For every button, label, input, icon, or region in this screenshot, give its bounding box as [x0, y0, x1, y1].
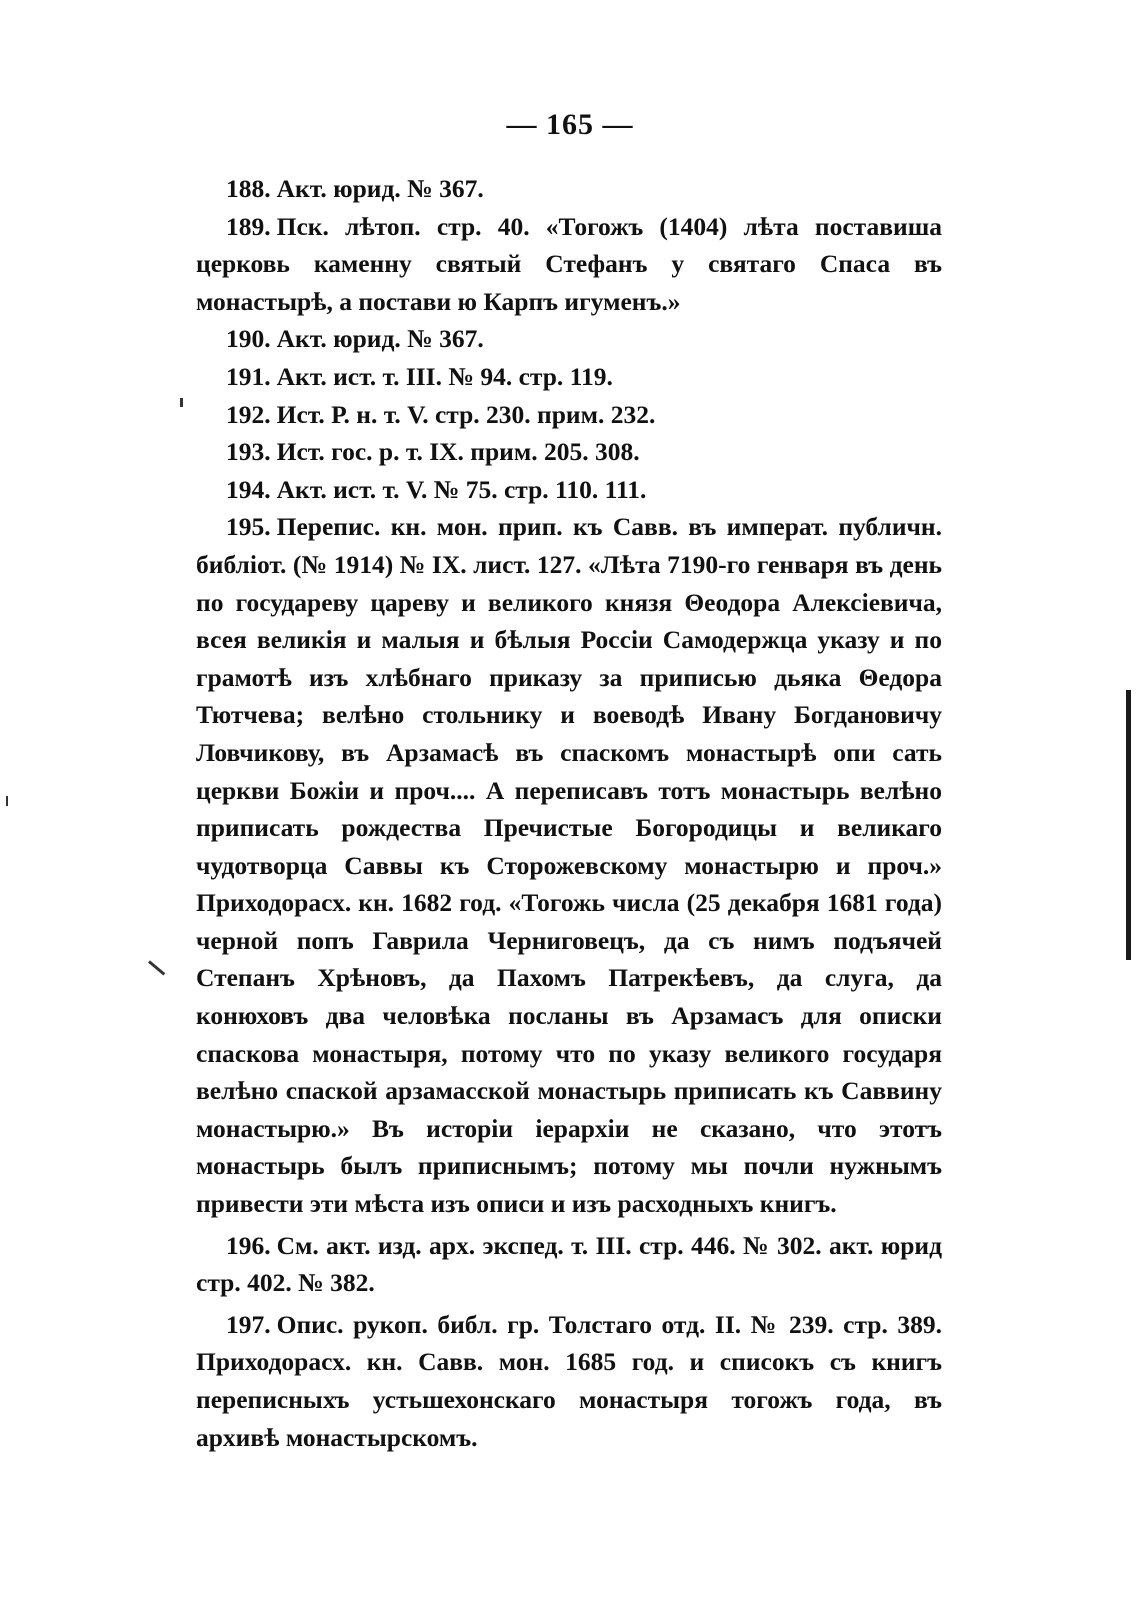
footnote-196	[196, 1227, 942, 1302]
footnote-text: Ист. гос. р. т. IX. прим. 205. 308.	[276, 437, 640, 467]
footnote-194	[196, 471, 942, 509]
footnote-number: 192.	[226, 399, 271, 429]
footnote-text: Опис. рукоп. библ. гр. Толстаго отд. II. № 239. стр. 389. Приходорасх. кн. Савв. мон. 1685 год. и списокъ съ книгъ переписныхъ устьшехонскаго монастыря тогожъ года, въ архивѣ монастырскомъ.	[196, 1309, 942, 1452]
footnote-190	[196, 320, 942, 358]
footnote-number: 191.	[226, 361, 271, 391]
footnote-text: Пск. лѣтоп. стр. 40. «Тогожъ (1404) лѣта поставиша церковь каменну святый Стефанъ у святаго Спаса въ монастырѣ, а постави ю Карпъ игуменъ.»	[196, 211, 942, 316]
footnote-number: 188.	[226, 174, 271, 203]
footnote-text: Акт. ист. т. III. № 94. стр. 119.	[276, 361, 613, 391]
footnote-text: См. акт. изд. арх. экспед. т. III. стр. 446. № 302. акт. юрид стр. 402. № 382.	[196, 1230, 942, 1298]
footnote-text: Акт. ист. т. V. № 75. стр. 110. 111.	[276, 474, 647, 504]
footnote-193	[196, 433, 942, 471]
footnote-number: 196.	[226, 1230, 271, 1260]
footnote-number: 189.	[226, 211, 271, 241]
footnote-number: 197.	[226, 1309, 271, 1339]
footnote-text: Перепис. кн. мон. прип. къ Савв. въ императ. публичн. библіот. (№ 1914) № IX. лист. 127. «Лѣта 7190-го генваря въ день по государеву цареву и великого князя Θеодора Алексіевича, всея великія и малыя и бѣлыя Россіи Самодержца указу и по грамотѣ изъ хлѣбнаго приказу за приписью дьяка Θедора Тютчева; велѣно стольнику и воеводѣ Ивану Богдановичу Ловчикову, въ Арзамасѣ въ спаскомъ монастырѣ опи сать церкви Божіи и проч.... А переписавъ тотъ монастырь велѣно приписать рождества Пречистые Богородицы и великаго чудотворца Саввы къ Сторожевскому монастырю и проч.» Приходорасх. кн. 1682 год. «Тогожь числа (25 декабря 1681 года) черной попъ Гаврила Черниговецъ, да съ нимъ подъячей Степанъ Хрѣновъ, да Пахомъ Патрекѣевъ, да слуга, да конюховъ два человѣка посланы въ Арзамасъ для описки спаскова монастыря, потому что по указу великого государя велѣно спаской арзамасской монастырь приписать къ Саввину монастырю.» Въ исторіи іерархіи не сказано, что этотъ монастырь былъ приписнымъ; потому мы почли нужнымъ привести эти мѣста изъ описи и изъ расходныхъ книгъ.	[196, 512, 942, 1219]
scan-speck	[148, 960, 165, 975]
footnote-197	[196, 1306, 942, 1456]
footnote-number: 190.	[226, 324, 271, 354]
scan-speck	[180, 398, 183, 407]
footnote-191	[196, 358, 942, 396]
page-number: — 165 —	[506, 108, 634, 141]
footnote-188	[196, 170, 942, 208]
footnote-text: Ист. Р. н. т. V. стр. 230. прим. 232.	[276, 399, 656, 429]
scan-edge-shadow	[1126, 690, 1131, 960]
footnote-number: 195.	[226, 512, 271, 542]
footnotes-block	[196, 170, 942, 1456]
footnote-text: Акт. юрид. № 367.	[276, 174, 484, 203]
footnote-text: Акт. юрид. № 367.	[276, 324, 484, 354]
footnote-189	[196, 208, 942, 321]
footnote-192	[196, 396, 942, 434]
footnote-number: 193.	[226, 437, 271, 467]
footnote-number: 194.	[226, 474, 271, 504]
scan-speck	[6, 796, 8, 806]
footnote-195	[196, 508, 942, 1222]
